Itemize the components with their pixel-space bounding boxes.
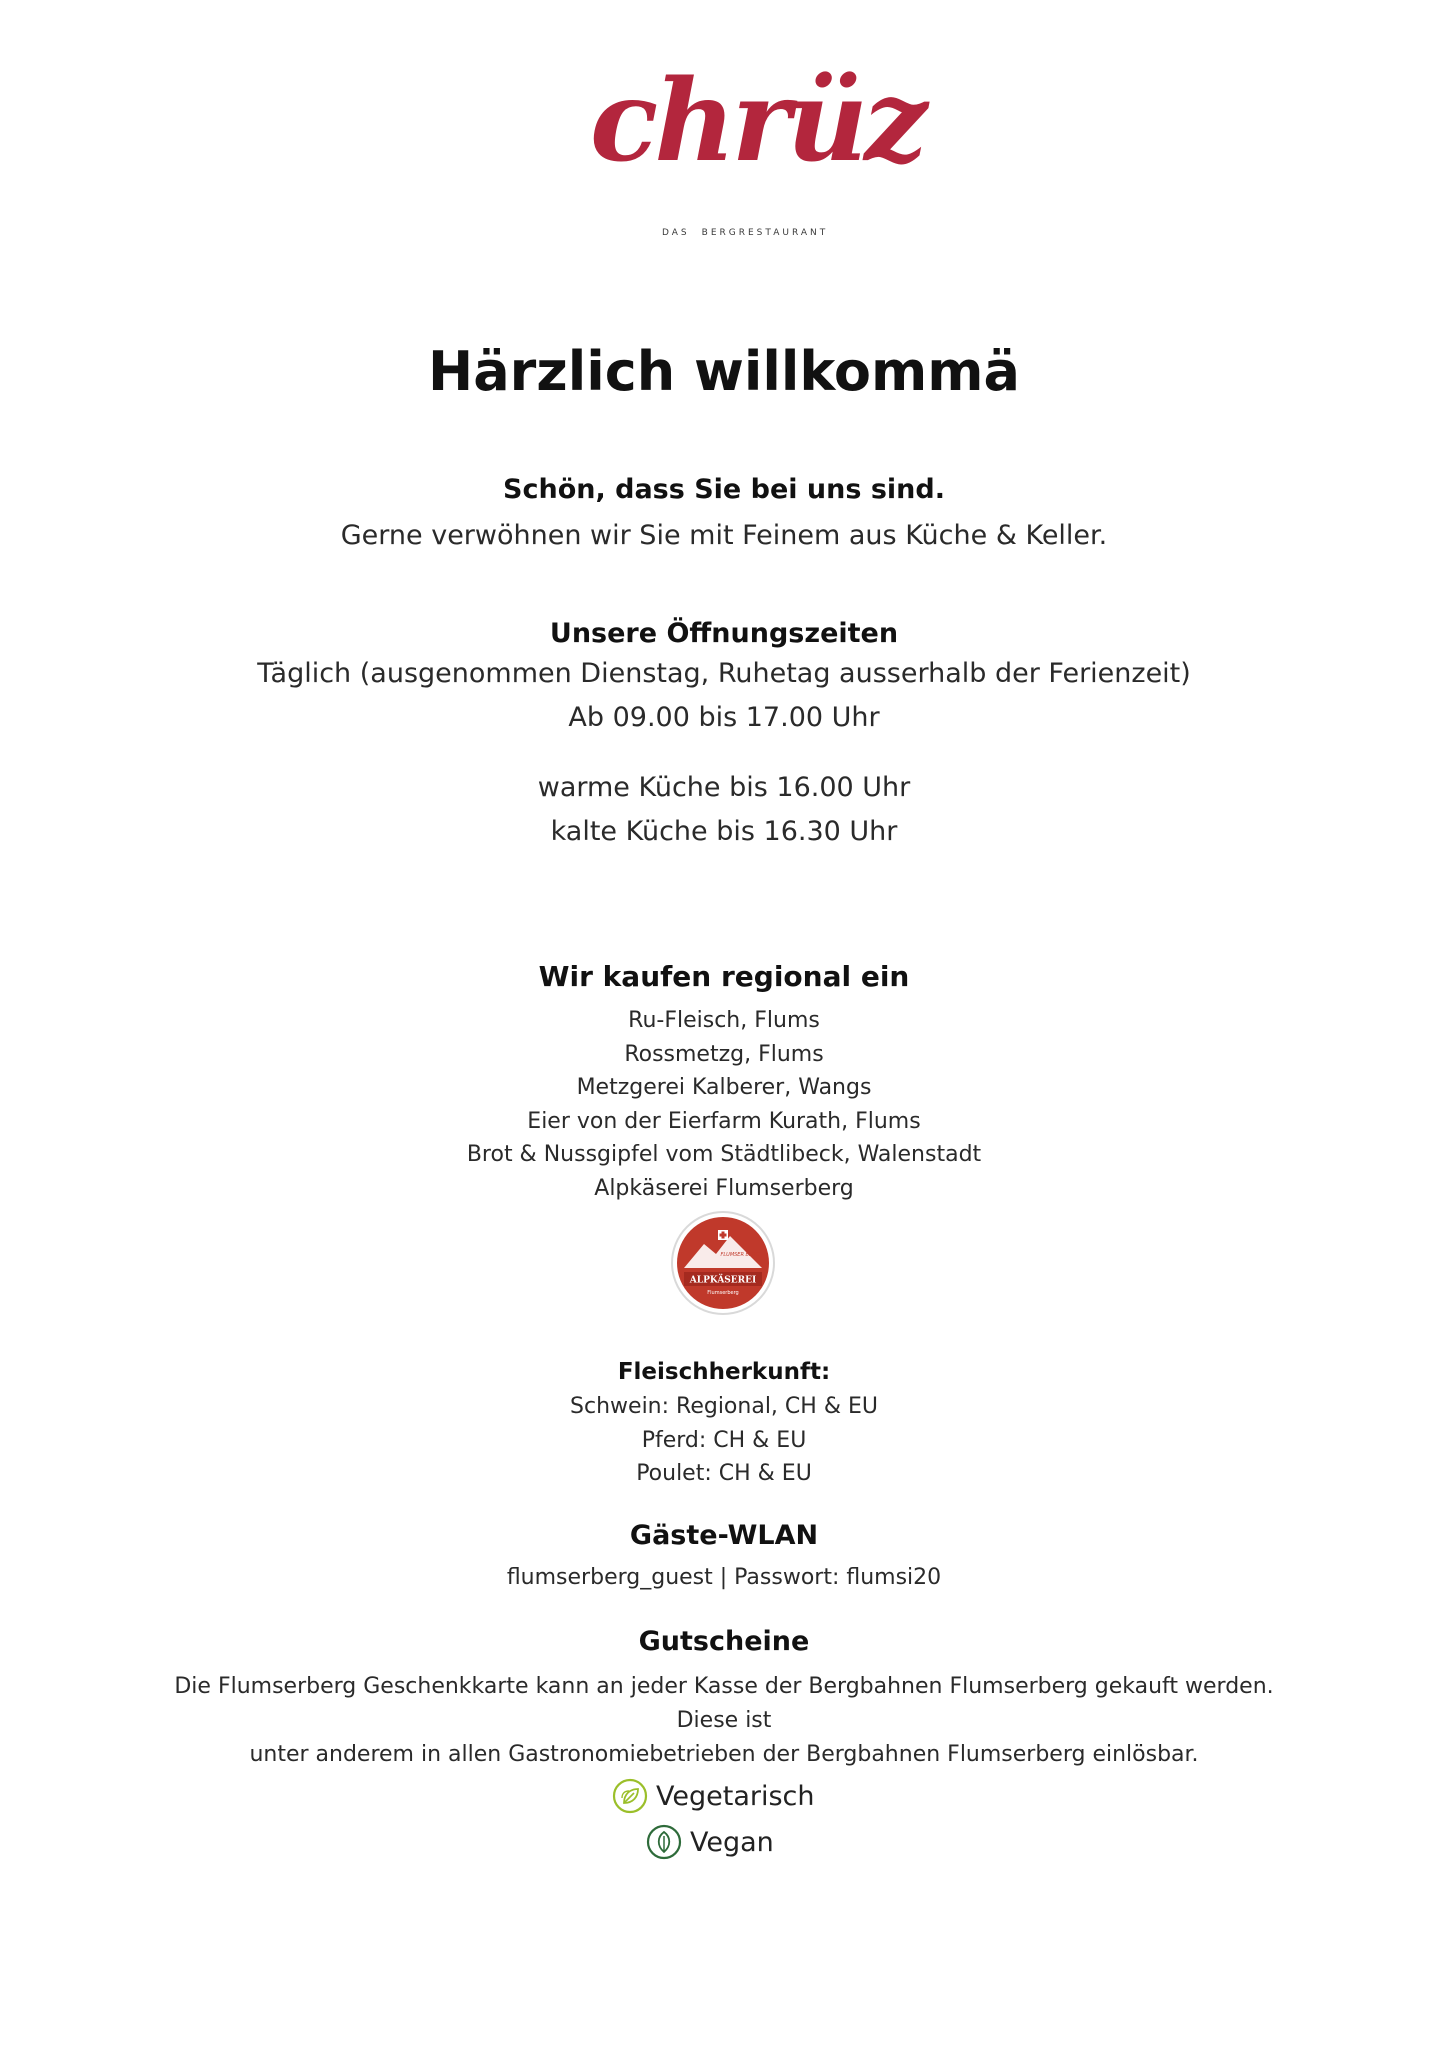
meat-origin-heading: Fleischherkunft: xyxy=(617,1359,831,1385)
logo-tagline xyxy=(656,228,829,238)
vouchers-text xyxy=(150,1670,1298,1772)
restaurant-logo xyxy=(590,52,924,238)
intro-text: Gerne verwöhnen wir Sie mit Feinem aus Küche & Keller. xyxy=(340,520,1108,551)
list-item: Metzgerei Kalberer, Wangs xyxy=(576,1075,872,1100)
logo-tag-left: DAS xyxy=(662,228,690,238)
logo-wordmark: chrüz xyxy=(590,56,924,187)
list-item: Ru-Fleisch, Flums xyxy=(628,1008,820,1033)
list-item: Pferd: CH & EU xyxy=(641,1427,807,1453)
vouchers-text-line: Die Flumserberg Geschenkkarte kann an jeder Kasse der Bergbahnen Flumserberg gekauft werden. Diese ist xyxy=(174,1674,1274,1733)
list-item: Eier von der Eierfarm Kurath, Flums xyxy=(527,1108,921,1134)
cold-kitchen-hours: kalte Küche bis 16.30 Uhr xyxy=(550,816,898,847)
legend-vegan-label: Vegan xyxy=(690,1826,774,1858)
badge-top-text: FLUMSER BERG xyxy=(720,1252,760,1258)
legend-vegetarian xyxy=(612,1776,815,1816)
wlan-credentials: flumserberg_guest | Passwort: flumsi20 xyxy=(506,1565,942,1590)
list-item: Poulet: CH & EU xyxy=(636,1461,812,1486)
alpkaeserei-badge-logo xyxy=(670,1210,776,1316)
logo-tag-right: BERGRESTAURANT xyxy=(701,228,829,238)
opening-times: Ab 09.00 bis 17.00 Uhr xyxy=(568,702,880,733)
list-item: Brot & Nussgipfel vom Städtlibeck, Walenstadt xyxy=(466,1142,982,1167)
opening-hours-heading: Unsere Öffnungszeiten xyxy=(549,618,899,649)
vouchers-text-line: unter anderem in allen Gastronomiebetrieben der Bergbahnen Flumserberg einlösbar. xyxy=(249,1742,1199,1767)
vegan-icon xyxy=(646,1824,682,1860)
badge-sub-text: Flumserberg xyxy=(707,1290,739,1296)
page-title: Härzlich willkommä xyxy=(428,340,1020,403)
regional-heading: Wir kaufen regional ein xyxy=(538,960,910,993)
badge-main-text: ALPKÄSEREI xyxy=(689,1275,757,1286)
regional-suppliers-list xyxy=(0,1004,1448,1205)
wlan-heading: Gäste-WLAN xyxy=(629,1520,819,1551)
vouchers-heading: Gutscheine xyxy=(638,1626,810,1657)
warm-kitchen-hours: warme Küche bis 16.00 Uhr xyxy=(537,772,911,803)
legend-vegan xyxy=(646,1822,774,1862)
legend-vegetarian-label: Vegetarisch xyxy=(656,1780,815,1812)
list-item: Schwein: Regional, CH & EU xyxy=(570,1394,878,1419)
intro-heading: Schön, dass Sie bei uns sind. xyxy=(503,474,945,505)
list-item: Alpkäserei Flumserberg xyxy=(594,1175,854,1201)
meat-origin-list xyxy=(0,1390,1448,1491)
vegetarian-icon xyxy=(612,1778,648,1814)
list-item: Rossmetzg, Flums xyxy=(624,1041,824,1067)
opening-days: Täglich (ausgenommen Dienstag, Ruhetag ausserhalb der Ferienzeit) xyxy=(257,658,1191,689)
